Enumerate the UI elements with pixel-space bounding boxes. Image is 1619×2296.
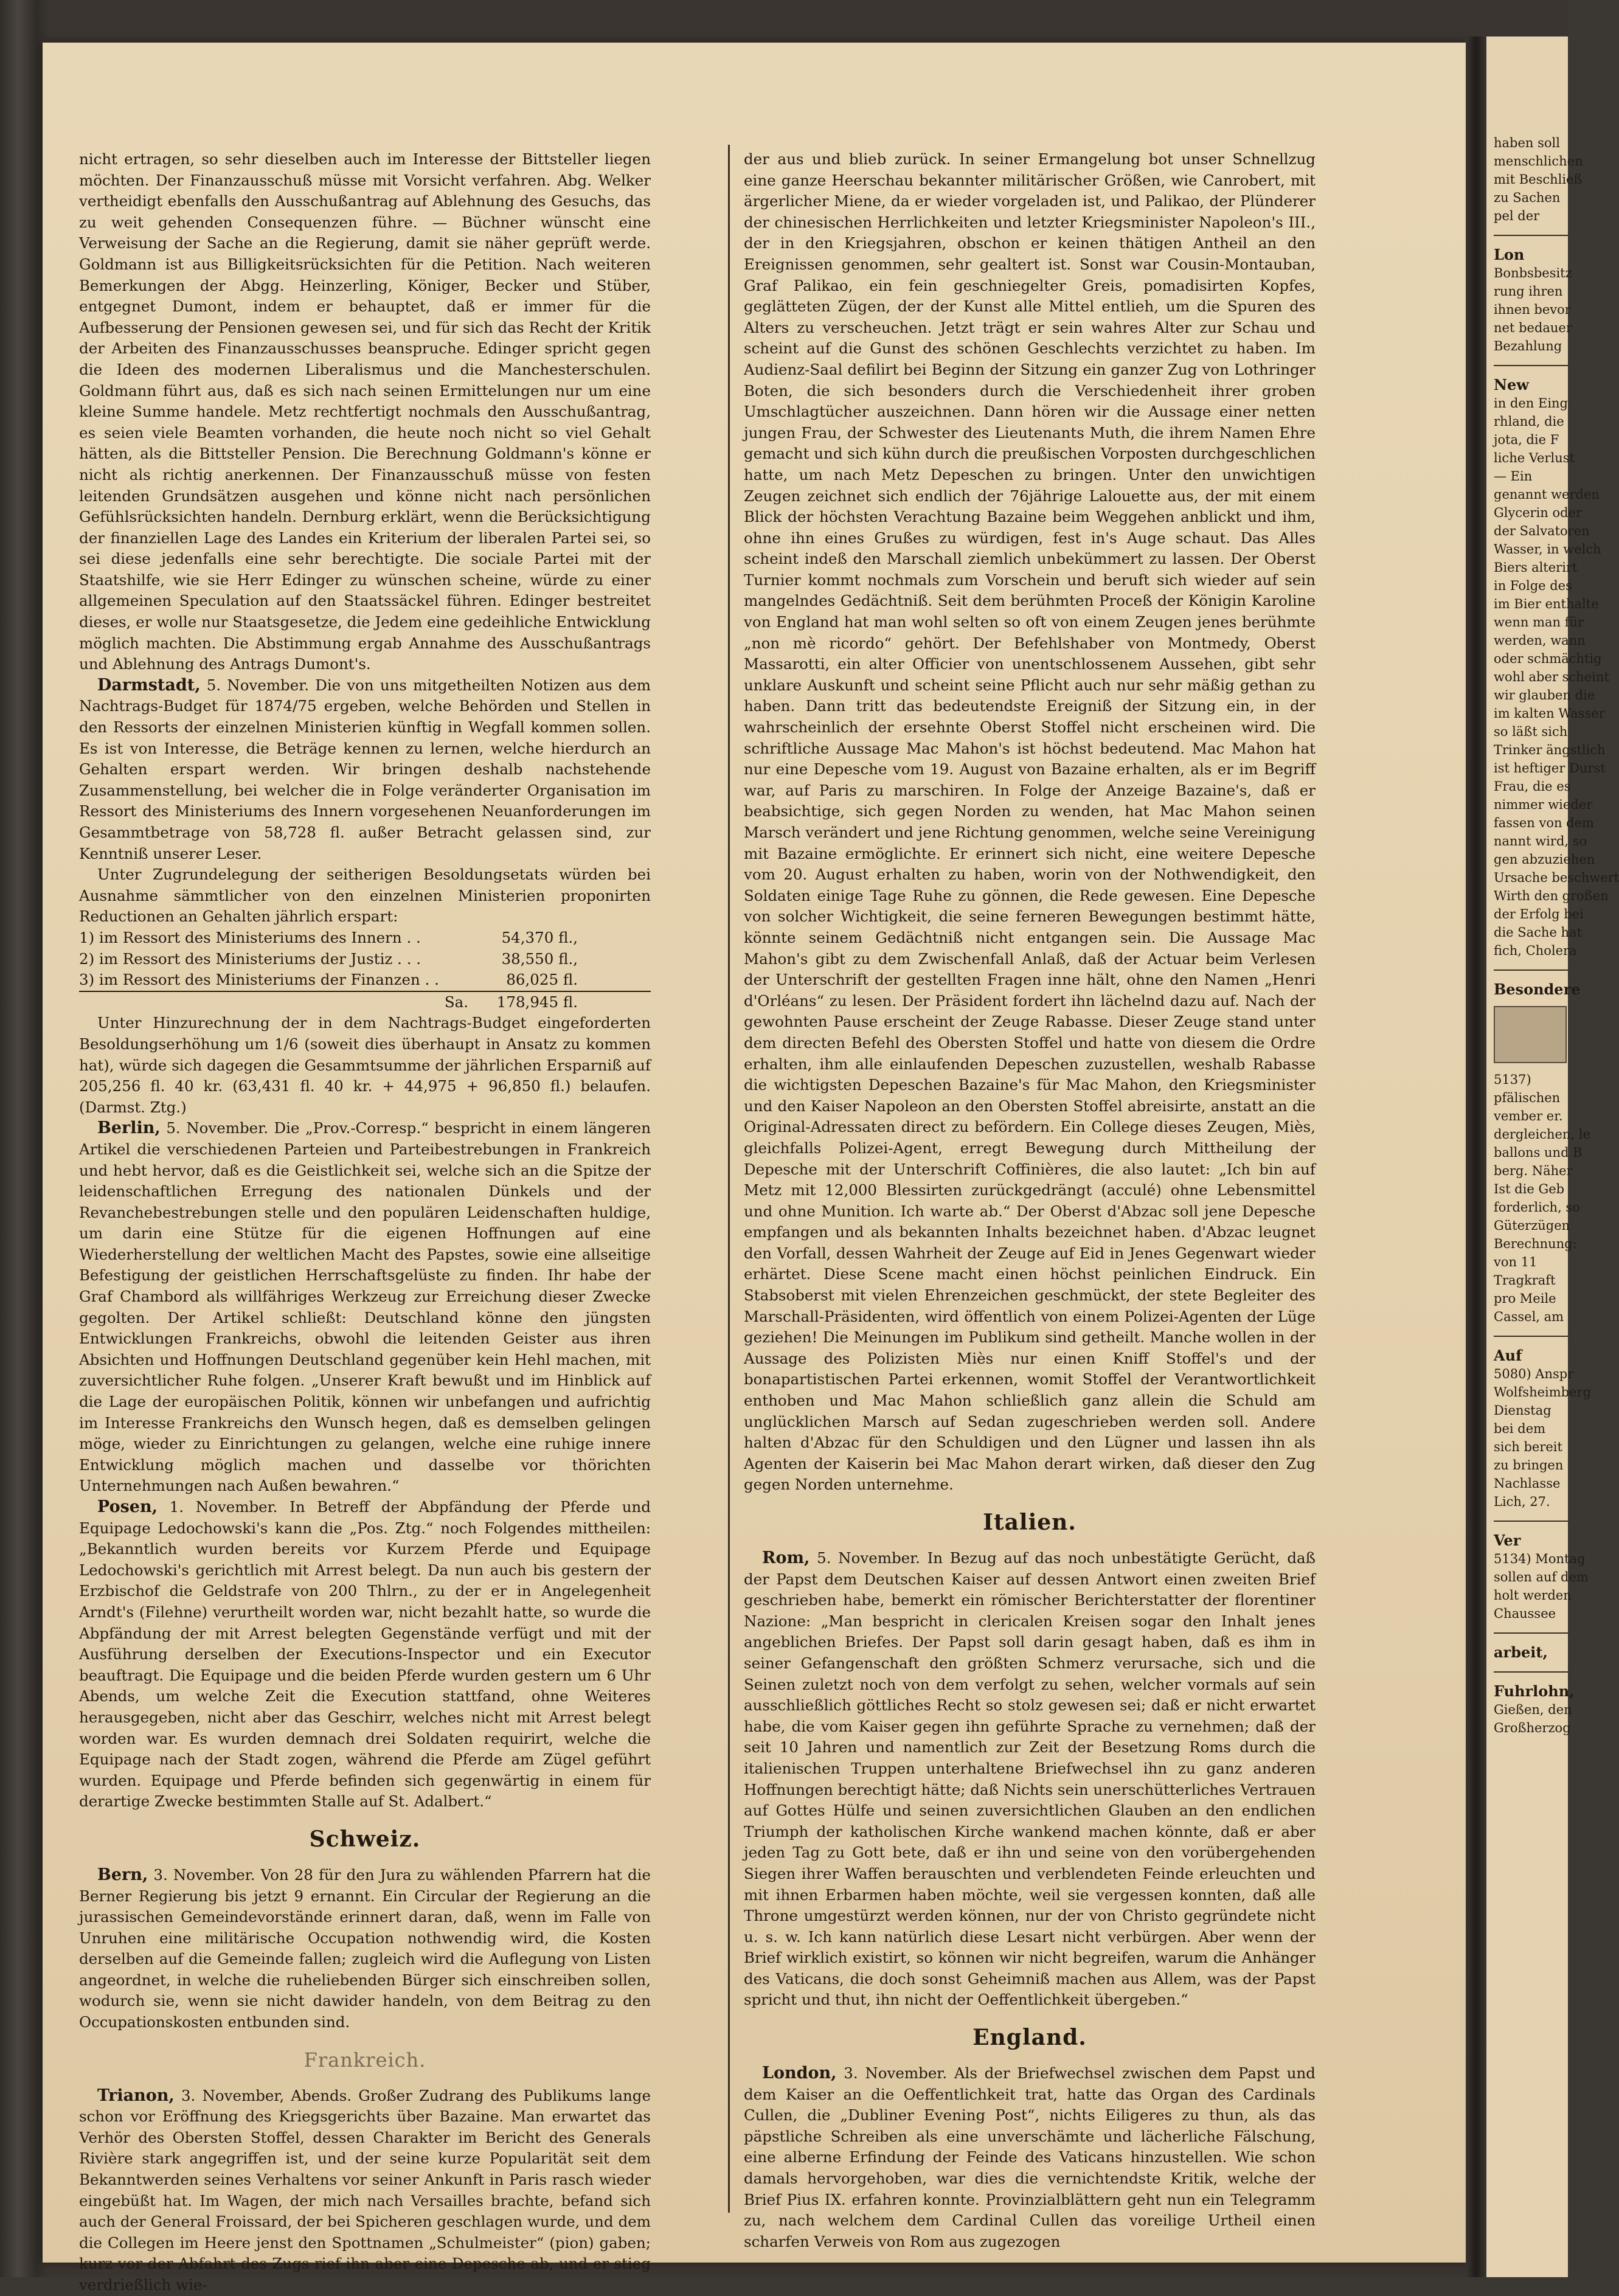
- article-london-text: 3. November. Als der Briefwechsel zwischen dem Papst und dem Kaiser an die Oeffentlichkeit trat, hatte das Organ des Cardinals Cullen, die „Dubliner Evening Post“, nichts Eiligeres zu thun, als das päpstliche Schreiben als eine unverschämte und lächerliche Fälschung, eine alberne Erfindung der Feinde des Vaticans hinzustellen. Wie schon damals hervorgehoben, war dies die vernichtendste Kritik, welche der Brief Pius IX. erfahren konnte. Provinzialblättern geht nun ein Telegramm zu, nach welchem dem Cardinal Cullen das voreilige Urtheil einen scharfen Verweis von Rom aus zugezogen: [744, 2064, 1316, 2250]
- edge-fragment: die Sache hat: [1494, 925, 1583, 940]
- table-row-value: 86,025 fl.: [506, 971, 578, 989]
- edge-fragment: Ver: [1494, 1531, 1521, 1549]
- edge-fragment: Biers alterirt: [1494, 560, 1578, 575]
- left-column: [79, 149, 651, 2294]
- article-bern-text: 3. November. Von 28 für den Jura zu wählenden Pfarrern hat die Berner Regierung bis jetzt 9 ernannt. Ein Circular der Regierung an die jurassischen Gemeindevorstände erinnert daran, daß, wenn im Falle von Unruhen eine militärische Occupation nothwendig wird, die Kosten derselben auf die Gemeinde fallen; zugleich wird die Auflegung von Listen angeordnet, in welche die ruheliebenden Bürger sich einschreiben sollen, wodurch sie, wenn sie nicht dawider handeln, von dem Beitrag zu den Occupationskosten entbunden sind.: [79, 1865, 651, 2031]
- edge-fragment: Cassel, am: [1494, 1309, 1564, 1324]
- article-berlin-text: 5. November. Die „Prov.-Corresp.“ bespricht in einem längeren Artikel die verschiedenen Parteien und Parteibestrebungen in Frankreich und hebt hervor, daß es die Geistlichkeit sei, welche sich an die Spitze der leidenschaftlichen Erregung des nationalen Dünkels und der Revanchebestrebungen stelle und den populären Leidenschaften huldige, um darin eine Stütze für die eigenen Hoffnungen auf eine Wiederherstellung der weltlichen Macht des Papstes, sowie eine allseitige Befestigung der geistlichen Herrschaftsgelüste zu finden. Ihr habe der Graf Chambord als willfähriges Werkzeug zur Erreichung dieser Zwecke gegolten. Der Artikel schließt: Deutschland könne den jüngsten Entwicklungen Frankreichs, obwohl die leitenden Geister aus ihren Absichten und Hoffnungen Deutschland gegenüber kein Hehl machen, mit zuversichtlicher Ruhe folgen. „Unserer Kraft bewußt und im Hinblick auf die Lage der europäischen Politik, können wir unbefangen und aufrichtig im Interesse Frankreichs den Wunsch hegen, daß es demselben gelingen möge, wieder zu Einrichtungen zu gelangen, welche eine ruhige innere Entwicklung möglich machen und dasselbe vor thörichten Unternehmungen nach Außen bewahren.“: [79, 1119, 651, 1495]
- edge-fragment: zu Sachen: [1494, 190, 1561, 205]
- edge-fragment: Fuhrlohn,: [1494, 1682, 1575, 1700]
- edge-fragment: im kalten Wasser: [1494, 706, 1605, 721]
- edge-fragment: Trinker ängstlich: [1494, 743, 1606, 757]
- edge-fragment: Glycerin oder: [1494, 505, 1583, 520]
- table-sum-label: Sa.: [79, 991, 487, 1013]
- edge-fragment: Wirth den großen: [1494, 889, 1609, 903]
- edge-fragment: 5137): [1494, 1072, 1531, 1087]
- dateline-posen: Posen,: [97, 1497, 158, 1516]
- edge-fragment: Dienstag: [1494, 1403, 1551, 1418]
- edge-fragment: Wolfsheimberg: [1494, 1385, 1592, 1399]
- edge-fragment: jota, die F: [1494, 432, 1559, 447]
- edge-fragment: der Salvatoren: [1494, 524, 1590, 538]
- edge-fragment: 5134) Montag: [1494, 1552, 1586, 1566]
- edge-fragment: in den Eing: [1494, 396, 1569, 411]
- edge-fragment: net bedauer: [1494, 321, 1572, 335]
- edge-fragment: liche Verlust: [1494, 451, 1575, 465]
- edge-fragment: — Ein: [1494, 469, 1533, 484]
- section-heading-italien: Italien.: [983, 1510, 1076, 1535]
- article-darmstadt: [79, 675, 651, 864]
- article-trianon-text: 3. November, Abends. Großer Zudrang des Publikums lange schon vor Eröffnung des Kriegsgerichts über Bazaine. Man erwartet das Verhör des Obersten Stoffel, dessen Charakter im Bericht des Generals Rivière stark angegriffen ist, und der seine kurze Popularität seit dem Bekanntwerden seines Verhaltens vor seiner Ankunft in Paris rasch wieder eingebüßt hat. Im Wagen, der mich nach Versailles brachte, befand sich auch der General Froissard, der bei Spicheren geschlagen wurde, und dem die Collegen im Heere jenst den Spottnamen „Schulmeister“ (pion) gaben; kurz vor der Abfahrt des Zugs rief ihn aber eine Depesche ab, und er stieg verdrießlich wie-: [79, 2086, 651, 2294]
- edge-fragment: forderlich, so: [1494, 1200, 1580, 1215]
- edge-fragment: so läßt sich: [1494, 724, 1568, 739]
- locomotive-illustration: [1494, 1006, 1567, 1063]
- edge-fragment: Gießen, den: [1494, 1702, 1572, 1717]
- book-gutter: [1466, 36, 1486, 2277]
- edge-fragment: wenn man für: [1494, 615, 1584, 629]
- edge-fragment: fassen von dem: [1494, 816, 1594, 830]
- edge-fragment: mit Beschließ: [1494, 172, 1583, 187]
- edge-fragment: arbeit,: [1494, 1643, 1548, 1661]
- edge-fragment: fich, Cholera: [1494, 943, 1577, 958]
- column-divider: [728, 145, 730, 2213]
- edge-fragment: im Bier enthalte: [1494, 597, 1599, 611]
- edge-divider: [1494, 1521, 1568, 1522]
- darmstadt-intro2: Unter Zugrundelegung der seitherigen Besoldungsetats würden bei Ausnahme sämmtlicher von den einzelnen Ministerien proponirten Reductionen an Gehalten jährlich erspart:: [79, 865, 651, 926]
- article-london: [744, 2063, 1316, 2252]
- article-bern: [79, 1865, 651, 2033]
- article-trianon-continued: der aus und blieb zurück. In seiner Ermangelung bot unser Schnellzug eine ganze Heerschau bekannter militärischer Größen, wie Canrobert, mit ärgerlicher Miene, da er wieder vorgeladen ist, und Palikao, der Plünderer der chinesischen Herrlichkeiten und letzter Kriegsminister Napoleon's III., der in den Kriegsjahren, obschon er keinen thätigen Antheil an den Ereignissen genommen, sehr gealtert ist. Sonst war Cousin-Montauban, Graf Palikao, ein fein geschniegelter Greis, pomadisirten Kopfes, geglätteten Zügen, der der Kunst alle Mittel entlieh, um die Spuren des Alters zu verscheuchen. Jetzt trägt er sein wahres Alter zur Schau und scheint auf die Gunst des schönen Geschlechts verzichtet zu haben. Im Audienz-Saal defilirt bei Beginn der Sitzung ein ganzer Zug von Lothringer Boten, die sich besonders durch die Verschiedenheit ihrer groben Umschlagtücher auszeichnen. Dann hören wir die Aussage einer netten jungen Frau, der Schwester des Lieutenants Muth, die ihrem Namen Ehre gemacht und sich kühn durch die preußischen Vorposten durchgeschlichen hatte, um nach Metz Depeschen zu bringen. Unter den unwichtigen Zeugen zeichnet sich endlich der 76jährige Lalouette aus, der mit einem Blick der höchsten Verachtung Bazaine beim Weggehen anblickt und ihm, ohne ihn eines Grußes zu würdigen, fest in's Auge schaut. Das Alles scheint indeß den Marschall ziemlich unbekümmert zu lassen. Der Oberst Turnier kommt nochmals zum Vorschein und beruft sich wieder auf sein mangelndes Gedächtniß. Seit dem berühmten Proceß der Königin Karoline von England hat man wohl selten so oft von einem Zeugen jenes berühmte „non mè ricordo“ gehört. Der Befehlshaber von Montmedy, Oberst Massarotti, ein alter Officier von unentschlossenem Aussehen, gibt sehr unklare Auskunft und scheint seine Pflicht auch nur sehr mäßig gethan zu haben. Dann tritt das bedeutendste Ereigniß der Sitzung ein, in der wahrscheinlich der ersehnte Oberst Stoffel nicht erscheinen wird. Die schriftliche Aussage Mac Mahon's ist höchst bedeutend. Mac Mahon hat nur eine Depesche vom 19. August von Bazaine erhalten, als er im Begriff war, auf Paris zu marschiren. In Folge der Anzeige Bazaine's, daß er beabsichtige, sich gegen Norden zu wenden, hat Mac Mahon seinen Marsch verändert und jene Richtung genommen, welche seine Vereinigung mit Bazaine ermöglichte. Er erinnert sich nicht, eine weitere Depesche vom 20. August erhalten zu haben, worin von der Nothwendigkeit, den Soldaten einige Tage Ruhe zu gönnen, die Rede gewesen. Eine Depesche von solcher Wichtigkeit, die seine ferneren Bewegungen bestimmt hätte, könnte seinem Gedächtniß nicht entgangen sein. Die Aussage Mac Mahon's gibt zu dem Zwischenfall Anlaß, daß der Actuar beim Verlesen der Unterschrift der gestellten Fragen inne hält, ohne den Namen „Henri d'Orléans“ zu lesen. Der Präsident fordert ihn lächelnd dazu auf. Nach der gewohnten Pause erscheint der Zeuge Rabasse. Dieser Zeuge stand unter dem directen Befehl des Obersten Stoffel und hatte von diesem die Ordre erhalten, ihm alle einlaufenden Depeschen zuzustellen, weshalb Rabasse die wichtigsten Depeschen Bazaine's für Mac Mahon, den Kriegsminister und den Kaiser Napoleon an den Obersten Stoffel abreisirte, anstatt an die Original-Adressaten direct zu befördern. Ein College dieses Zeugen, Miès, gleichfalls Polizei-Agent, erregt Bewegung durch Mittheilung der Depesche mit der Unterschrift Coffinières, die also lautet: „Ich bin auf Metz mit 12,000 Blessirten zurückgedrängt (acculé) ohne Lebensmittel und ohne Munition. Ich warte ab.“ Der Oberst d'Abzac soll jene Depesche empfangen und als bekannten Inhalts bezeichnet haben. d'Abzac leugnet den Vorfall, dessen Wahrheit der Zeuge auf Eid in Jenes Gegenwart wieder erhärtet. Diese Scene macht einen höchst peinlichen Eindruck. Ein Stabsoberst mit vielen Ehrenzeichen geschmückt, der stete Begleiter des Marschall-Präsidenten, wird öffentlich von einem Polizei-Agenten der Lüge geziehen! Die Meinungen im Publikum sind getheilt. Manche wollen in der Aussage des Polizisten Miès nur einen Kniff Stoffel's und der bonapartistischen Partei erkennen, womit Stoffel der Verantwortlichkeit enthoben und Mac Mahon schließlich ganz allein die Schuld am unglücklichen Marsch auf Sedan zugeschrieben werden soll. Andere halten d'Abzac für den Schuldigen und den Lügner und lassen ihn als Agenten der Kaiserin bei Mac Mahon derart wirken, daß dieser den Zug gegen Norden unternehme.: [744, 150, 1316, 1494]
- article-posen: [79, 1497, 651, 1812]
- edge-fragment: ballons und B: [1494, 1145, 1583, 1160]
- edge-fragment: in Folge des: [1494, 578, 1572, 593]
- edge-fragment: vember er.: [1494, 1109, 1563, 1123]
- edge-fragment: menschlichen: [1494, 154, 1583, 168]
- edge-fragment: Wasser, in welch: [1494, 542, 1601, 557]
- darmstadt-outro: Unter Hinzurechnung der in dem Nachtrags-Budget eingeforderten Besoldungserhöhung um 1/6 (soweit dies überhaupt in Ansatz zu kommen hat), würde sich dagegen die Gesammtsumme der jährlichen Ersparniß auf 205,256 fl. 40 kr. (63,431 fl. 40 kr. + 44,975 + 96,850 fl.) belaufen. (Darmst. Ztg.): [79, 1014, 651, 1116]
- edge-divider: [1494, 969, 1568, 971]
- edge-fragment: Bonbsbesitz: [1494, 266, 1572, 280]
- table-row-label: 1) im Ressort des Ministeriums des Innern . .: [79, 928, 421, 946]
- savings-table: [79, 928, 651, 1013]
- edge-fragment: dergleichen, le: [1494, 1127, 1590, 1142]
- edge-fragment: von 11: [1494, 1255, 1538, 1269]
- paragraph-landtag-continued: nicht ertragen, so sehr dieselben auch im Interesse der Bittsteller liegen möchten. Der Finanzausschuß müsse mit Vorsicht verfahren. Abg. Welker vertheidigt ebenfalls den Ausschußantrag auf Ablehnung des Gesuchs, das zu weit gehenden Consequenzen führe. — Büchner wünscht eine Verweisung der Sache an die Regierung, damit sie näher geprüft werde. Goldmann ist aus Billigkeitsrücksichten für die Petition. Nach weiteren Bemerkungen der Abgg. Heinzerling, Königer, Becker und Stüber, entgegnet Dumont, indem er behauptet, daß er immer für die Aufbesserung der Pensionen gewesen sei, und für sich das Recht der Kritik der Arbeiten des Finanzausschusses beanspruche. Edinger spricht gegen die Ideen des modernen Liberalismus und die Manchesterschulen. Goldmann führt aus, daß es sich nach seinen Ermittelungen nur um eine kleine Summe handele. Metz rechtfertigt nochmals den Ausschußantrag, es seien viele Beamten vorhanden, die heute noch nicht so viel Gehalt hätten, als die Bittsteller Pension. Die Berechnung Goldmann's könne er nicht als richtig anerkennen. Der Finanzausschuß müsse von festen leitenden Grundsätzen ausgehen und könne nicht nach persönlichen Gefühlsrücksichten handeln. Dernburg erklärt, wenn die Berücksichtigung der finanziellen Lage des Landes ein Kriterium der liberalen Partei sei, so sei diese jedenfalls eine sehr berechtigte. Die sociale Partei mit der Staatshilfe, wie sie Herr Edinger zu wünschen scheine, würde zu einer allgemeinen Speculation auf den Staatssäckel führen. Edinger bestreitet dieses, er wolle nur Staatsgesetze, die Jedem eine gedeihliche Entwicklung möglich machten. Die Abstimmung ergab Annahme des Ausschußantrags und Ablehnung des Antrags Dumont's.: [79, 150, 651, 673]
- table-sum-row: [79, 991, 651, 1013]
- edge-divider: [1494, 1336, 1568, 1337]
- edge-fragment: Lich, 27.: [1494, 1494, 1550, 1509]
- article-rom-text: 5. November. In Bezug auf das noch unbestätigte Gerücht, daß der Papst dem Deutschen Kaiser auf dessen Antwort einen zweiten Brief geschrieben habe, bemerkt ein römischer Berichterstatter der florentiner Nazione: „Man bespricht in clericalen Kreisen sogar den Inhalt jenes angeblichen Briefes. Der Papst soll darin gesagt haben, daß es ihm in seiner Gefangenschaft den größten Schmerz verursache, sich und die Seinen zuletzt noch von dem verfolgt zu sehen, welcher vormals auf sein ausschließlich göttliches Recht so stolz gewesen sei; daß er nicht erwartet habe, die vom Kaiser gegen ihn geführte Sprache zu vernehmen; daß der seit 10 Jahren und namentlich zur Zeit der Besetzung Roms durch die italienischen Truppen unterhaltene Briefwechsel ihn zu ganz anderen Hoffnungen berechtigt hätte; daß Nichts sein unerschütterliches Vertrauen auf Gottes Hülfe und seinen zuversichtlichen Glauben an den endlichen Triumph der katholischen Kirche wankend machen könnte, daß er aber jeden Tag zu Gott bete, daß er ihn und seine von den vorübergehenden Siegen ihrer Waffen berauschten und verblendeten Feinde erleuchten und mit ihnen Erbarmen haben möchte, weil sie vergessen konnten, daß alle Throne umgestürzt werden können, nur der von Christo gegründete nicht u. s. w. Ich kann natürlich diese Lesart nicht verbürgen. Aber wenn der Brief wirklich existirt, so können wir nicht begreifen, warum die Anhänger des Vaticans, die doch sonst Geheimniß machen aus Allem, was der Papst spricht und thut, ihn nicht der Oeffentlichkeit übergeben.“: [744, 1549, 1316, 2009]
- edge-fragment: Güterzügen: [1494, 1218, 1570, 1233]
- edge-fragment: Lon: [1494, 246, 1525, 263]
- article-darmstadt-text: 5. November. Die von uns mitgetheilten Notizen aus dem Nachtrags-Budget für 1874/75 ergeben, welche Behörden und Stellen in den Ressorts der einzelnen Ministerien künftig in Wegfall kommen sollen. Es ist von Interesse, die Beträge kennen zu lernen, welche hierdurch an Gehalten erspart werden. Wir bringen deshalb nachstehende Zusammenstellung, bei welcher die in Folge veränderter Organisation im Ressort des Ministeriums des Innern vorgesehenen Neuanforderungen im Gesammtbetrage von 58,728 fl. außer Betracht gelassen sind, zur Kenntniß unserer Leser.: [79, 676, 651, 862]
- dateline-trianon: Trianon,: [97, 2086, 175, 2105]
- edge-fragment: Bezahlung: [1494, 339, 1562, 353]
- adjacent-page-text: [1486, 36, 1619, 1737]
- edge-fragment: pro Meile: [1494, 1291, 1556, 1306]
- edge-fragment: Auf: [1494, 1347, 1522, 1364]
- article-posen-text: 1. November. In Betreff der Abpfändung der Pferde und Equipage Ledochowski's kann die „Pos. Ztg.“ noch Folgendes mittheilen: „Bekanntlich wurden bereits vor Kurzem Pferde und Equipage Ledochowski's gerichtlich mit Arrest belegt. Da nun auch bis gestern der Erzbischof die Geldstrafe von 200 Thlrn., zu der er in Angelegenheit Arndt's (Filehne) verurtheilt worden war, nicht bezahlt hatte, so wurde die Abpfändung der mit Arrest belegten Gegenstände verfügt und mit der Ausführung derselben der Executions-Inspector und ein Executor beauftragt. Die Equipage und die beiden Pferde wurden gestern um 6 Uhr Abends, um welche Zeit die Execution stattfand, ohne Weiteres herausgegeben, nicht aber das Geschirr, welches nicht mit Arrest belegt worden war. Es wurden demnach drei Soldaten requirirt, welche die Equipage nach der Stadt zogen, während die Pferde am Zügel geführt wurden. Equipage und Pferde befinden sich gegenwärtig in einem für derartige Zwecke bestimmten Stalle auf St. Adalbert.“: [79, 1498, 651, 1811]
- edge-fragment: nimmer wieder: [1494, 797, 1593, 812]
- dateline-london: London,: [762, 2064, 837, 2083]
- article-trianon: [79, 2086, 651, 2296]
- edge-fragment: pfälischen: [1494, 1091, 1561, 1105]
- edge-fragment: Besondere: [1494, 980, 1581, 998]
- edge-fragment: holt werden: [1494, 1588, 1572, 1603]
- edge-fragment: pel der: [1494, 209, 1540, 223]
- edge-fragment: wohl aber scheint: [1494, 670, 1609, 684]
- edge-fragment: nannt wird, so: [1494, 834, 1587, 848]
- right-column: [744, 149, 1316, 2250]
- edge-divider: [1494, 1632, 1568, 1634]
- edge-fragment: genannt werden: [1494, 487, 1600, 502]
- edge-fragment: Berechnung:: [1494, 1236, 1577, 1251]
- table-row-value: 54,370 fl.,: [501, 928, 578, 946]
- edge-fragment: oder schmächtig: [1494, 651, 1602, 666]
- edge-fragment: werden, wann: [1494, 633, 1586, 648]
- section-heading-england: England.: [972, 2025, 1087, 2051]
- edge-fragment: bei dem: [1494, 1421, 1546, 1436]
- dateline-berlin: Berlin,: [97, 1119, 161, 1138]
- adjacent-page-edge: [1486, 36, 1619, 2277]
- section-heading-schweiz: Schweiz.: [309, 1826, 421, 1852]
- table-row: [79, 969, 651, 991]
- table-row-label: 2) im Ressort des Ministeriums der Justiz . . .: [79, 949, 421, 968]
- table-row-label: 3) im Ressort des Ministeriums der Finanzen . .: [79, 971, 439, 989]
- dateline-bern: Bern,: [97, 1865, 148, 1884]
- article-berlin: [79, 1118, 651, 1497]
- table-sum-value: 178,945 fl.: [487, 991, 651, 1013]
- edge-fragment: ihnen bevor: [1494, 302, 1571, 317]
- table-row: [79, 949, 651, 970]
- edge-divider: [1494, 1671, 1568, 1673]
- edge-fragment: Frau, die es: [1494, 779, 1571, 794]
- edge-fragment: Tragkraft: [1494, 1273, 1556, 1288]
- edge-fragment: Chaussee: [1494, 1606, 1556, 1621]
- edge-fragment: gen abzuziehen: [1494, 852, 1595, 867]
- edge-fragment: rung ihren: [1494, 284, 1563, 299]
- edge-fragment: der Erfolg bei: [1494, 907, 1584, 921]
- edge-fragment: Ursache beschwert: [1494, 870, 1619, 885]
- edge-fragment: sollen auf dem: [1494, 1570, 1589, 1584]
- table-row: [79, 928, 651, 949]
- edge-fragment: Ist die Geb: [1494, 1182, 1565, 1196]
- edge-fragment: ist heftiger Durst: [1494, 761, 1606, 775]
- edge-fragment: rhland, die: [1494, 414, 1564, 429]
- edge-fragment: zu bringen: [1494, 1458, 1564, 1472]
- dateline-rom: Rom,: [762, 1549, 810, 1567]
- edge-divider: [1494, 235, 1568, 236]
- edge-fragment: haben soll: [1494, 136, 1560, 150]
- edge-fragment: Großherzog: [1494, 1721, 1571, 1735]
- dateline-darmstadt: Darmstadt,: [97, 675, 201, 695]
- edge-fragment: New: [1494, 376, 1529, 394]
- table-row-value: 38,550 fl.,: [501, 949, 578, 968]
- edge-fragment: wir glauben die: [1494, 688, 1595, 702]
- section-heading-frankreich: Frankreich.: [303, 2048, 426, 2072]
- article-rom: [744, 1548, 1316, 2011]
- edge-fragment: Nachlasse: [1494, 1476, 1561, 1491]
- edge-fragment: 5080) Anspr: [1494, 1367, 1574, 1381]
- edge-fragment: berg. Näher: [1494, 1164, 1573, 1178]
- edge-fragment: sich bereit: [1494, 1440, 1562, 1454]
- edge-divider: [1494, 365, 1568, 366]
